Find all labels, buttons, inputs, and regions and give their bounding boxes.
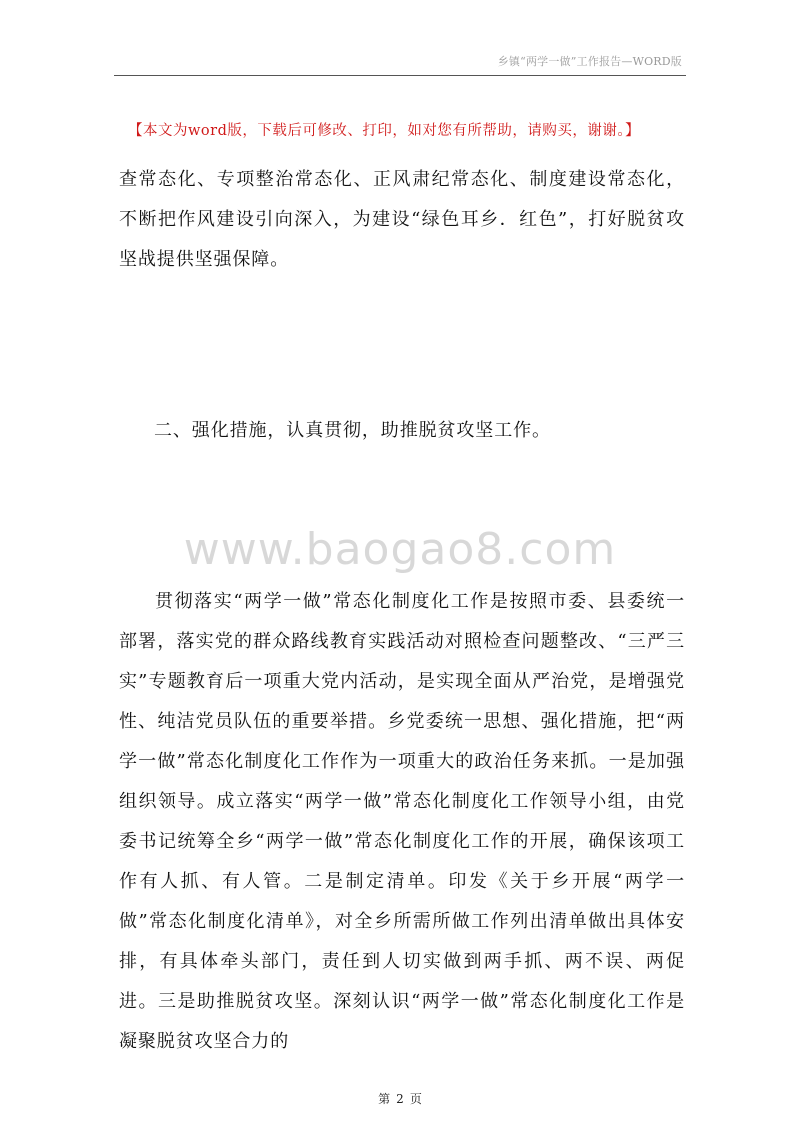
body-paragraph-1: 查常态化、专项整治常态化、正风肃纪常态化、制度建设常态化，不断把作风建设引向深入，为建设“绿色耳乡．红色”，打好脱贫攻坚战提供坚强保障。 — [119, 169, 685, 270]
page-label-prefix: 第 — [378, 1092, 391, 1106]
header-divider — [114, 75, 686, 76]
watermark: www.baogao8.com — [183, 524, 617, 575]
page-number: 2 — [396, 1092, 404, 1106]
section-heading: 二、强化措施，认真贯彻，助推脱贫攻坚工作。 — [154, 420, 551, 441]
running-header: 乡镇“两学一做”工作报告—WORD版 — [497, 55, 682, 68]
page-label-suffix: 页 — [409, 1092, 422, 1106]
body-paragraph-2: 贯彻落实“两学一做”常态化制度化工作是按照市委、县委统一部署，落实党的群众路线教育实践活动对照检查问题整改、“三严三实”专题教育后一项重大党内活动，是实现全面从严治党，是增强党性、纯洁党员队伍的重要举措。乡党委统一思想、强化措施，把“两学一做”常态化制度化工作作为一项重大的政治任务来抓。一是加强组织领导。成立落实“两学一做”常态化制度化工作领导小组，由党委书记统筹全乡“两学一做”常态化制度化工作的开展，确保该项工作有人抓、有人管。二是制定清单。印发《关于乡开展“两学一做”常态化制度化清单》，对全乡所需所做工作列出清单做出具体安排，有具体牵头部门，责任到人切实做到两手抓、两不误、两促进。三是助推脱贫攻坚。深刻认识“两学一做”常态化制度化工作是凝聚脱贫攻坚合力的 — [119, 591, 685, 1052]
page-footer — [0, 1090, 800, 1107]
purchase-notice: 【本文为word版，下载后可修改、打印，如对您有所帮助，请购买，谢谢。】 — [128, 123, 641, 139]
